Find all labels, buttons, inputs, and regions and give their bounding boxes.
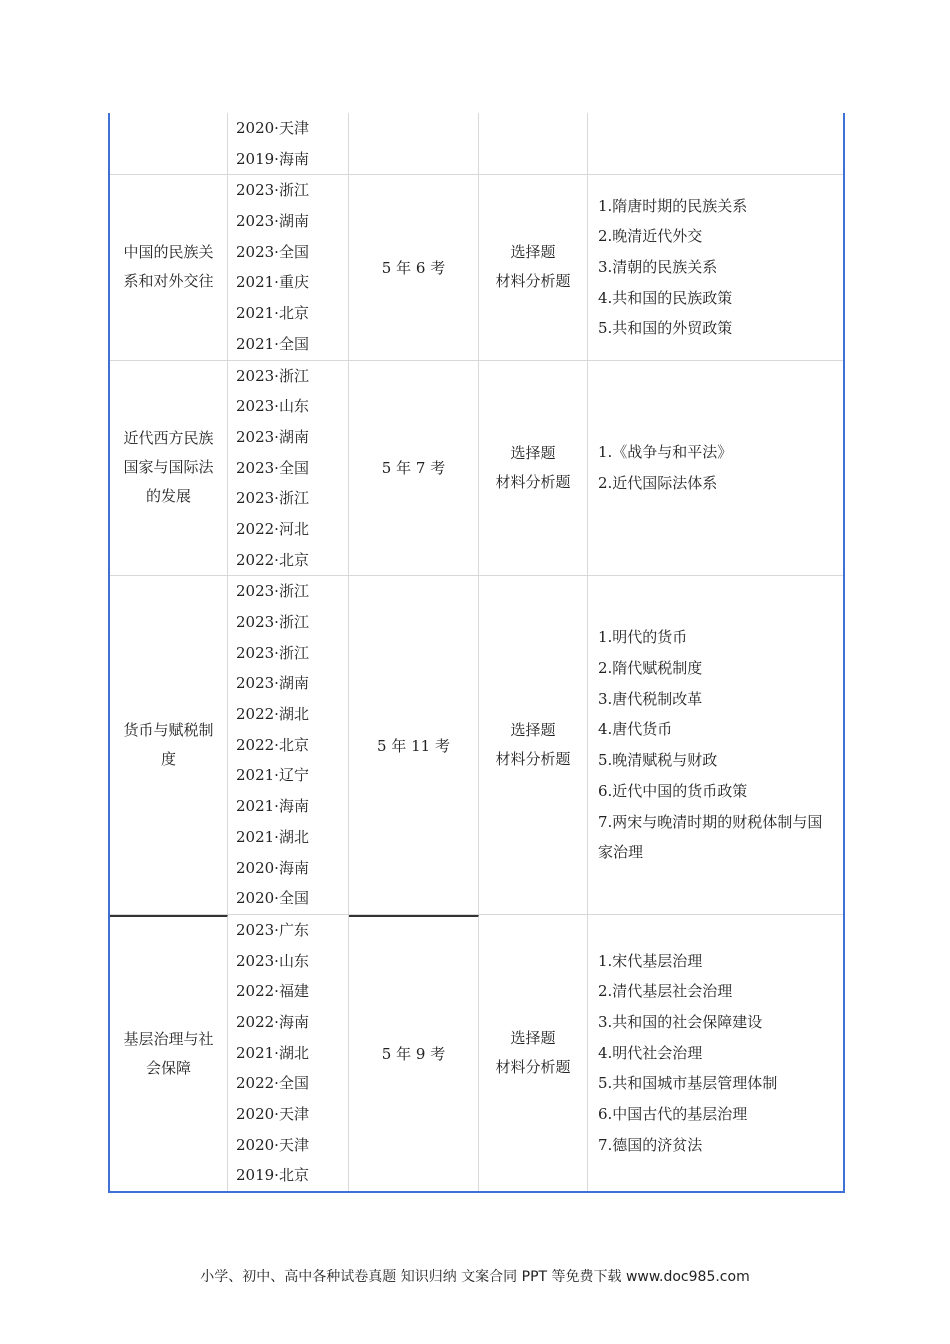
key-point-item: 5.共和国的外贸政策 [598,319,733,338]
exam-year-item: 2023·湖南 [236,212,309,231]
key-point-item: 4.明代社会治理 [598,1043,703,1062]
key-point-item: 1.《战争与和平法》 [598,443,733,462]
key-points-cell [588,113,843,174]
exam-year-item: 2023·山东 [236,951,309,970]
exam-year-item: 2021·湖北 [236,827,309,846]
question-type-label: 选择题 [510,443,556,462]
key-point-item: 5.晚清赋税与财政 [598,751,718,770]
table-row [110,575,843,914]
frequency-cell [349,361,479,576]
key-point-item: 2.清代基层社会治理 [598,982,733,1001]
years-cell [228,113,349,174]
exam-year-item: 2022·海南 [236,1012,309,1031]
exam-year-item: 2021·湖北 [236,1043,309,1062]
topic-label: 基层治理与社会保障 [123,1029,214,1077]
exam-analysis-table [108,113,845,1193]
topic-cell [110,113,228,174]
topic-cell [110,576,228,914]
exam-year-item: 2020·天津 [236,119,309,137]
question-type-label: 材料分析题 [495,750,571,769]
exam-year-item: 2022·河北 [236,519,309,538]
frequency-label: 5 年 6 考 [381,258,446,277]
exam-year-item: 2023·浙江 [236,582,309,601]
key-point-item: 2.晚清近代外交 [598,227,703,246]
key-point-item: 4.共和国的民族政策 [598,288,733,307]
frequency-label: 5 年 11 考 [377,736,450,755]
question-type-cell [479,576,588,914]
question-type-cell [479,915,588,1191]
key-point-item: 1.宋代基层治理 [598,951,703,970]
frequency-cell [349,113,479,174]
exam-year-item: 2021·北京 [236,304,309,323]
topic-cell [110,361,228,576]
key-points-cell [588,361,843,576]
question-type-label: 选择题 [510,243,556,262]
exam-year-item: 2020·海南 [236,858,309,877]
exam-year-item: 2021·海南 [236,797,309,816]
frequency-cell [349,576,479,914]
topic-label: 货币与赋税制度 [123,721,214,769]
key-point-item: 6.近代中国的货币政策 [598,781,748,800]
frequency-cell [349,175,479,359]
question-type-label: 选择题 [510,1028,556,1047]
key-point-item: 4.唐代货币 [598,720,673,739]
exam-year-item: 2020·全国 [236,889,309,908]
exam-year-item: 2023·湖南 [236,427,309,446]
frequency-cell [349,915,479,1191]
exam-year-item: 2020·天津 [236,1105,309,1123]
exam-year-item: 2021·辽宁 [236,766,309,785]
key-point-item: 2.隋代赋税制度 [598,658,703,677]
frequency-label: 5 年 7 考 [381,459,446,478]
exam-year-item: 2022·福建 [236,982,309,1001]
years-cell [228,576,349,914]
footer-text: 小学、初中、高中各种试卷真题 知识归纳 文案合同 PPT 等免费下载 www.doc985.com [200,1269,750,1285]
question-type-label: 选择题 [510,721,556,740]
key-point-item: 1.隋唐时期的民族关系 [598,196,748,215]
topic-cell [110,915,228,1191]
exam-year-item: 2021·全国 [236,334,309,353]
exam-year-item: 2023·浙江 [236,643,309,662]
topic-label: 近代西方民族国家与国际法的发展 [123,429,214,506]
exam-year-item: 2022·湖北 [236,705,309,724]
years-cell [228,361,349,576]
key-point-item: 3.共和国的社会保障建设 [598,1012,763,1031]
key-point-item: 6.中国古代的基层治理 [598,1105,748,1124]
table-row [110,174,843,359]
key-point-item: 2.近代国际法体系 [598,473,718,492]
exam-year-item: 2021·重庆 [236,273,309,292]
exam-year-item: 2023·浙江 [236,181,309,200]
question-type-cell [479,361,588,576]
exam-year-item: 2023·浙江 [236,366,309,385]
question-type-cell [479,113,588,174]
key-point-item: 7.两宋与晚清时期的财税体制与国家治理 [598,812,823,862]
exam-year-item: 2020·天津 [236,1135,309,1154]
exam-year-item: 2019·海南 [236,149,309,168]
key-points-cell [588,576,843,914]
table-row [110,360,843,576]
question-type-label: 材料分析题 [495,472,571,491]
exam-year-item: 2023·全国 [236,242,309,261]
exam-year-item: 2023·广东 [236,920,309,939]
question-type-label: 材料分析题 [495,272,571,291]
topic-label: 中国的民族关系和对外交往 [123,243,214,291]
key-point-item: 5.共和国城市基层管理体制 [598,1074,778,1093]
topic-cell [110,175,228,359]
exam-year-item: 2023·山东 [236,397,309,416]
question-type-cell [479,175,588,359]
exam-year-item: 2022·全国 [236,1074,309,1093]
exam-year-item: 2023·湖南 [236,674,309,693]
exam-year-item: 2023·浙江 [236,613,309,631]
key-points-cell [588,175,843,359]
table-row [110,113,843,174]
exam-year-item: 2023·全国 [236,458,309,477]
question-type-label: 材料分析题 [495,1057,571,1076]
exam-year-item: 2022·北京 [236,550,309,569]
key-point-item: 7.德国的济贫法 [598,1135,703,1154]
key-point-item: 3.清朝的民族关系 [598,258,718,277]
exam-year-item: 2019·北京 [236,1166,309,1185]
frequency-label: 5 年 9 考 [381,1045,446,1064]
key-point-item: 1.明代的货币 [598,628,688,647]
years-cell [228,175,349,359]
exam-year-item: 2022·北京 [236,735,309,754]
years-cell [228,915,349,1191]
key-point-item: 3.唐代税制改革 [598,689,703,708]
table-row [110,914,843,1193]
key-points-cell [588,915,843,1191]
exam-year-item: 2023·浙江 [236,489,309,508]
